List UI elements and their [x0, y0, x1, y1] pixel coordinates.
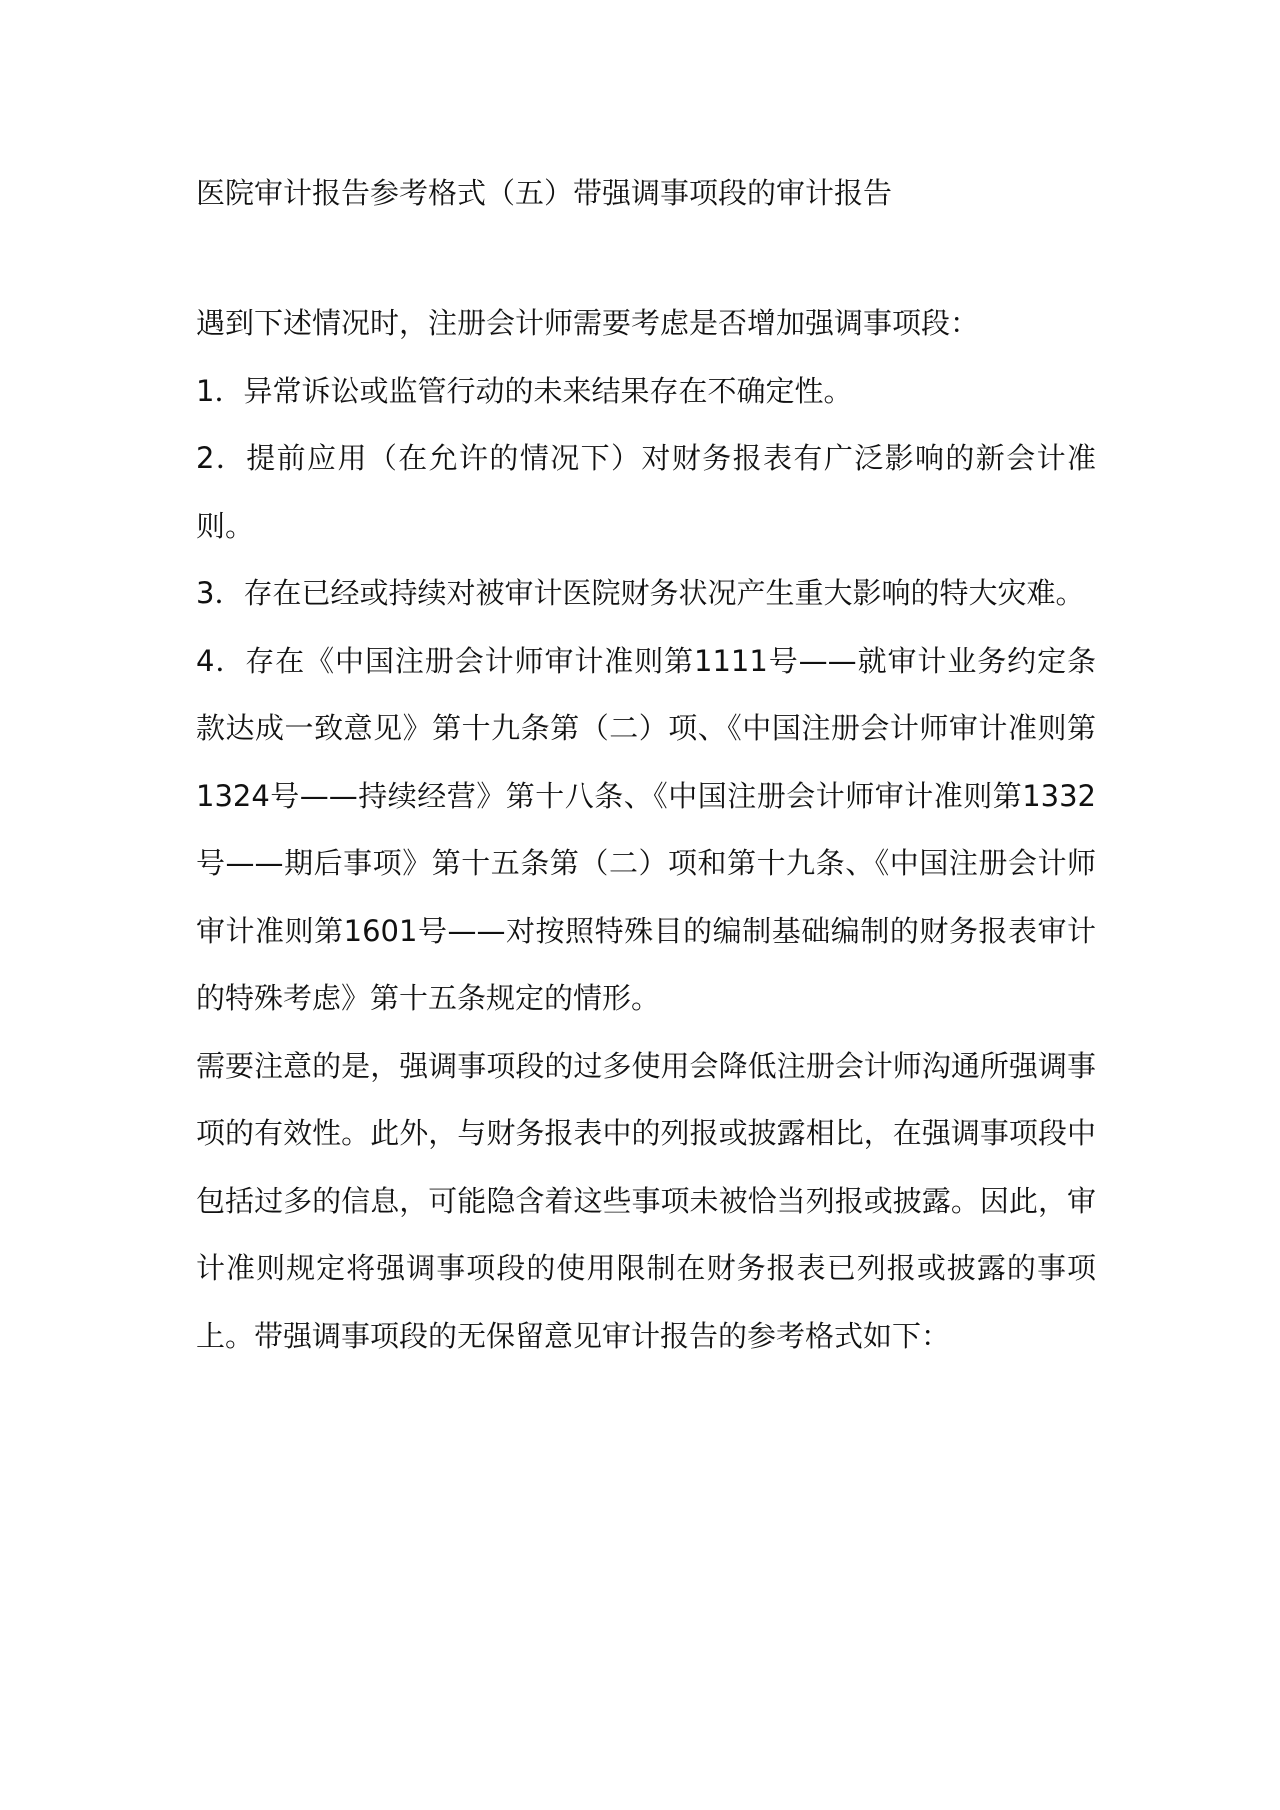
list-item-3: 3．存在已经或持续对被审计医院财务状况产生重大影响的特大灾难。	[196, 576, 1085, 610]
list-item-2: 2．提前应用（在允许的情况下）对财务报表有广泛影响的新会计准则。	[196, 441, 1096, 543]
document-title: 医院审计报告参考格式（五）带强调事项段的审计报告	[196, 176, 893, 210]
note-paragraph: 需要注意的是，强调事项段的过多使用会降低注册会计师沟通所强调事项的有效性。此外，与财务报表中的列报或披露相比，在强调事项段中包括过多的信息，可能隐含着这些事项未被恰当列报或披露。因此，审计准则规定将强调事项段的使用限制在财务报表已列报或披露的事项上。带强调事项段的无保留意见审计报告的参考格式如下：	[196, 1048, 1096, 1353]
document-body	[196, 160, 1096, 1370]
list-item-1: 1．异常诉讼或监管行动的未来结果存在不确定性。	[196, 373, 853, 408]
intro-paragraph: 遇到下述情况时，注册会计师需要考虑是否增加强调事项段：	[196, 306, 980, 340]
list-item-4: 4．存在《中国注册会计师审计准则第1111号——就审计业务约定条款达成一致意见》第十九条第（二）项、《中国注册会计师审计准则第1324号——持续经营》第十八条、《中国注册会计师审计准则第1332号——期后事项》第十五条第（二）项和第十九条、《中国注册会计师审计准则第1601号——对按照特殊目的编制基础编制的财务报表审计的特殊考虑》第十五条规定的情形。	[196, 643, 1096, 1015]
